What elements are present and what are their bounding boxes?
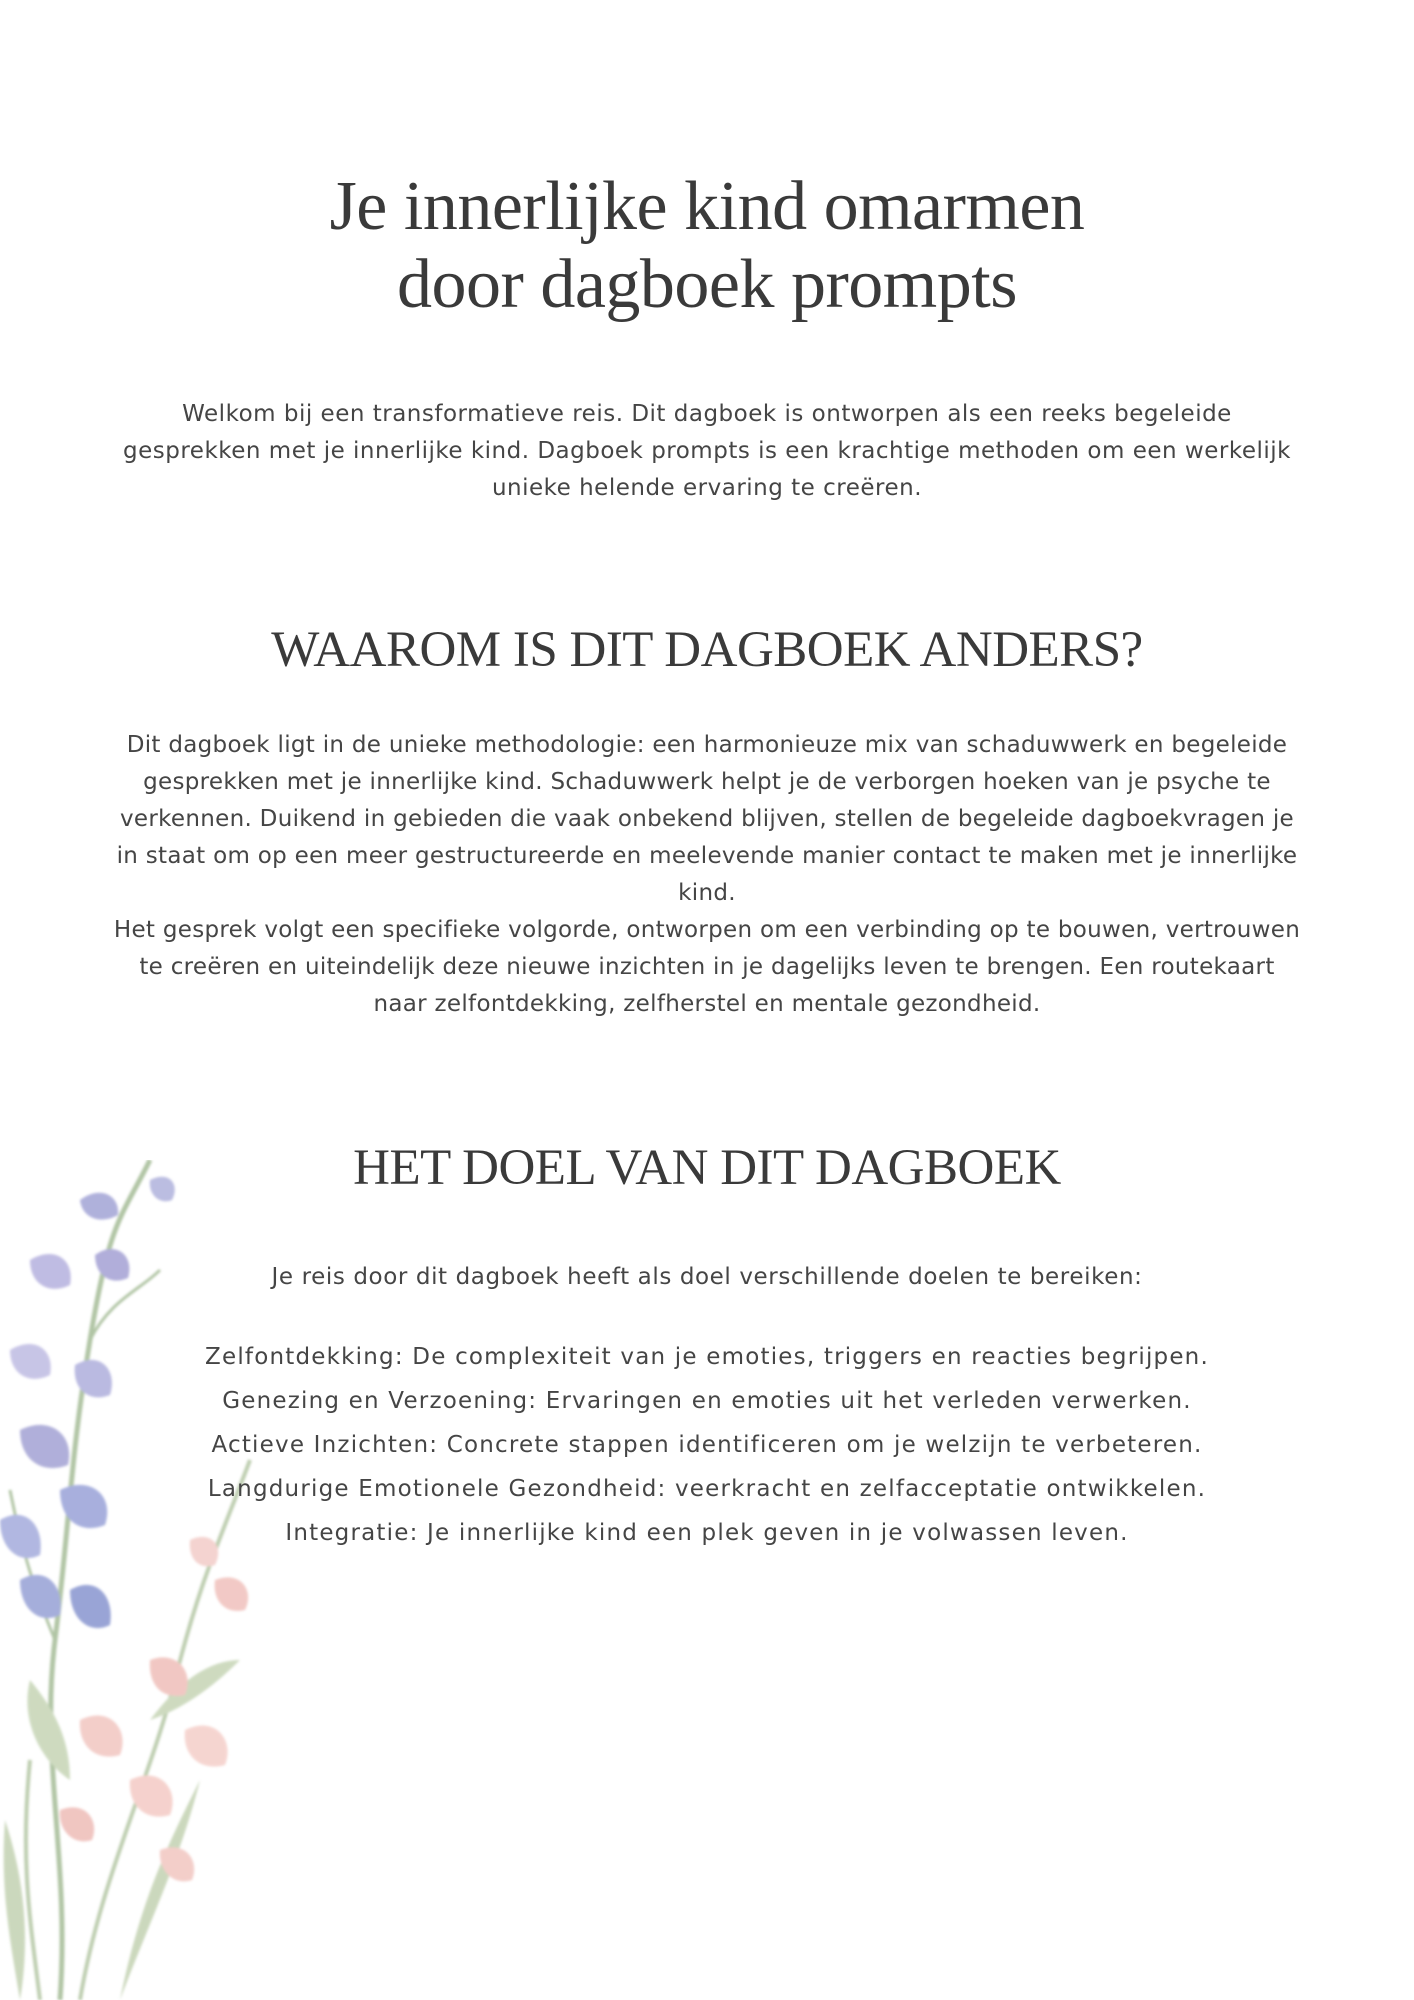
list-item: Actieve Inzichten: Concrete stappen identificeren om je welzijn te verbeteren.: [211, 1432, 1203, 1458]
intro-paragraph: Welkom bij een transformatieve reis. Dit dagboek is ontworpen als een reeks begeleide gesprekken met je innerlijke kind. Dagboek prompts is een krachtige methoden om een werkelijk unieke helende ervaring te creëren.: [123, 401, 1291, 501]
list-item: Langdurige Emotionele Gezondheid: veerkracht en zelfacceptatie ontwikkelen.: [207, 1476, 1207, 1502]
page-title: [0, 168, 1414, 324]
title-line-2: door dagboek prompts: [397, 246, 1017, 323]
goal-intro: Je reis door dit dagboek heeft als doel verschillende doelen te bereiken:: [271, 1264, 1143, 1290]
why-paragraph-1: Dit dagboek ligt in de unieke methodologie: een harmonieuze mix van schaduwwerk en begeleide gesprekken met je innerlijke kind. Schaduwwerk helpt je de verborgen hoeken van je psyche te verkennen. Duikend in gebieden die vaak onbekend blijven, stellen de begeleide dagboekvragen je in staat om op een meer gestructureerde en meelevende manier contact te maken met je innerlijke kind.: [116, 732, 1298, 906]
goal-list: [110, 1335, 1304, 1555]
section-heading-why: WAAROM IS DIT DAGBOEK ANDERS?: [271, 622, 1143, 678]
title-line-1: Je innerlijke kind omarmen: [329, 168, 1085, 245]
why-paragraph-2: Het gesprek volgt een specifieke volgorde, ontworpen om een verbinding op te bouwen, vertrouwen te creëren en uiteindelijk deze nieuwe inzichten in je dagelijks leven te brengen. Een routekaart naar zelfontdekking, zelfherstel en mentale gezondheid.: [113, 917, 1301, 1017]
list-item: Integratie: Je innerlijke kind een plek geven in je volwassen leven.: [285, 1520, 1129, 1546]
list-item: Zelfontdekking: De complexiteit van je emoties, triggers en reacties begrijpen.: [205, 1344, 1209, 1370]
list-item: Genezing en Verzoening: Ervaringen en emoties uit het verleden verwerken.: [222, 1388, 1192, 1414]
section-heading-goal: HET DOEL VAN DIT DAGBOEK: [353, 1140, 1061, 1196]
why-body: [110, 727, 1304, 1023]
